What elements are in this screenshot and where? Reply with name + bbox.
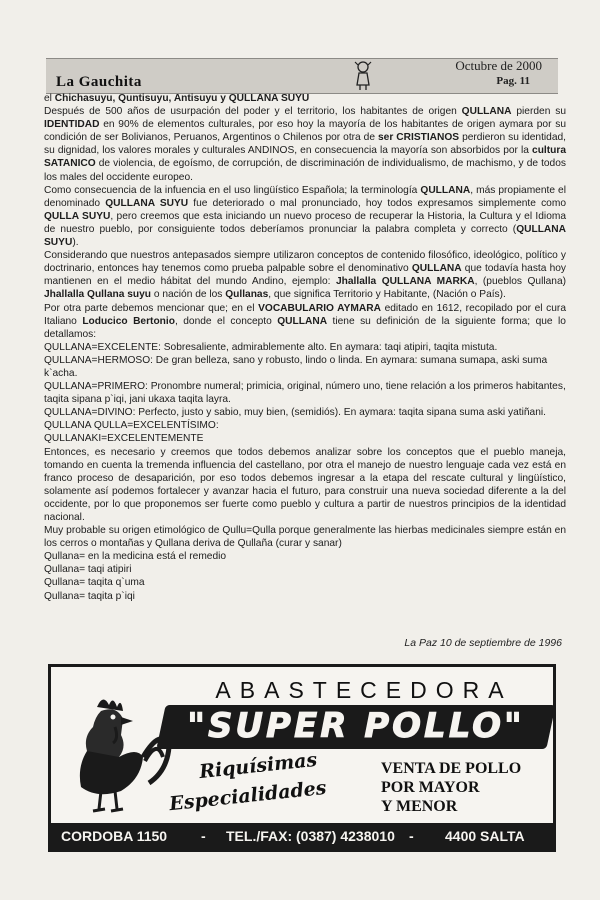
mascot-icon xyxy=(351,59,375,91)
list-item: Qullana= taqi atipiri xyxy=(44,564,132,576)
paragraph: Por otra parte debemos mencionar que; en el VOCABULARIO AYMARA editado en 1612, recopilado por el cura Italiano Loducico Bertonio, donde el concepto QULLANA tiene su definición de la siguiente forma; que lo detallamos: xyxy=(44,302,566,340)
definition-line: QULLANA QULLA=EXCELENTÍSIMO: xyxy=(44,420,219,432)
definition-line: QULLANA=PRIMERO: Pronombre numeral; primicia, original, número uno, tiene relación a los primeros habitantes, taqita sipana p`iqi, jani ukaxa taqita layra. xyxy=(44,381,566,406)
article-signoff: La Paz 10 de septiembre de 1996 xyxy=(404,637,562,649)
advertisement xyxy=(48,664,556,852)
article-body xyxy=(44,92,566,603)
paragraph: Considerando que nuestros antepasados siempre utilizaron conceptos de contenido filosófico, ideológico, político y doctrinario, entonces hay tenemos como prueba palpable sobre el denominativo QULLANA que todavía hasta hoy mantienen en el medio hábitat del mundo Andino, ejemplo: Jhallalla QULLANA MARKA, (pueblos Qullana) Jhallalla Qullana suyu o nación de los Qullanas, que significa Territorio y Habitante, (Nación o País). xyxy=(44,250,566,301)
ad-heading: ABASTECEDORA xyxy=(215,677,513,703)
brand-name: "SUPER POLLO" xyxy=(187,706,525,746)
definition-line: QULLANA=EXCELENTE: Sobresaliente, admirablemente alto. En aymara: taqi atipiri, taqita mistuta. xyxy=(44,341,498,353)
paragraph: Después de 500 años de usurpación del poder y el territorio, los habitantes de origen QULLANA pierden su IDENTIDAD en 90% de elementos culturales, por eso hoy la mayoría de los habitantes de origen aymara por su condición de ser Bolivianos, Peruanos, Argentinos o Chilenos por otra de ser CRISTIANOS perdieron su identidad, su dignidad, los valores morales y culturales ANDINOS, en consecuencia la mayoría son absorbidos por la cultura SATANICO de violencia, de egoísmo, de corrupción, de discriminación de individualismo, de machismo, y de todos los males del occidente europeo. xyxy=(44,106,567,183)
page-number: Pag. 11 xyxy=(496,75,530,87)
list-item: Qullana= en la medicina está el remedio xyxy=(44,551,227,563)
issue-date: Octubre de 2000 xyxy=(455,58,542,73)
tagline: Riquísimas xyxy=(198,748,319,784)
sales-text: VENTA DE POLLO POR MAYOR Y MENOR xyxy=(381,760,522,815)
publication-name: La Gauchita xyxy=(56,74,142,90)
paragraph: Muy probable su origen etimológico de Qullu=Qulla porque generalmente las hierbas medicinales siempre están en los cerros o montañas y Qullana deriva de Qullaña (curar y sanar) xyxy=(44,525,566,550)
address: CORDOBA 1150 xyxy=(61,828,168,844)
separator: - xyxy=(201,828,206,844)
definition-line: QULLANA=DIVINO: Perfecto, justo y sabio, muy bien, (semidiós). En aymara: taqita sipana suma aski yatiñani. xyxy=(44,407,546,419)
phone: TEL./FAX: (0387) 4238010 xyxy=(226,828,395,844)
definition-line: QULLANAKI=EXCELENTEMENTE xyxy=(44,433,204,445)
paragraph: Entonces, es necesario y creemos que todos debemos analizar sobre los conceptos que el pueblo maneja, tomando en cuenta la tremenda influencia del castellano, por otra el manejo de nuestro lenguaje cada vez está en franco proceso de desaparición, por eso todos debemos ingresar a la etapa del rescate cultural y lingüístico, solamente así podemos fortalecer y avanzar hacia el futuro, para construir una nueva sociedad diferente a la del occidente, por lo que proponemos ser fuerte como pueblo y cultura a partir de nuestros principios de la identidad nacional. xyxy=(44,446,566,523)
rooster-icon xyxy=(57,687,177,817)
paragraph: Como consecuencia de la infuencia en el uso lingüístico Española; la terminología QULLANA, más propiamente el denominado QULLANA SUYU fue deteriorado o mal pronunciado, hoy todos expresamos simplemente como QULLA SUYU, pero creemos que esta iniciando un nuevo proceso de recuperar la Historia, la Cultura y el Idioma de nuestro pueblo, por consiguiente todos deberíamos pronunciar la palabra completa y correcto (QULLANA SUYU). xyxy=(44,184,567,249)
tagline: Especialidades xyxy=(168,776,328,816)
separator: - xyxy=(409,828,414,844)
definition-line: QULLANA=HERMOSO: De gran belleza, sano y robusto, lindo o linda. En aymara: sumana sumapa, aski suma k`acha. xyxy=(44,354,548,379)
contact-bar xyxy=(51,823,553,849)
paragraph: el Chichasuyu, Quntisuyu, Antisuyu y QULLANA SUYU xyxy=(44,93,310,104)
list-item: Qullana= taqita q`uma xyxy=(44,577,145,589)
list-item: Qullana= taqita p`iqi xyxy=(44,590,135,602)
page-header xyxy=(46,58,558,94)
city: 4400 SALTA xyxy=(445,828,525,844)
